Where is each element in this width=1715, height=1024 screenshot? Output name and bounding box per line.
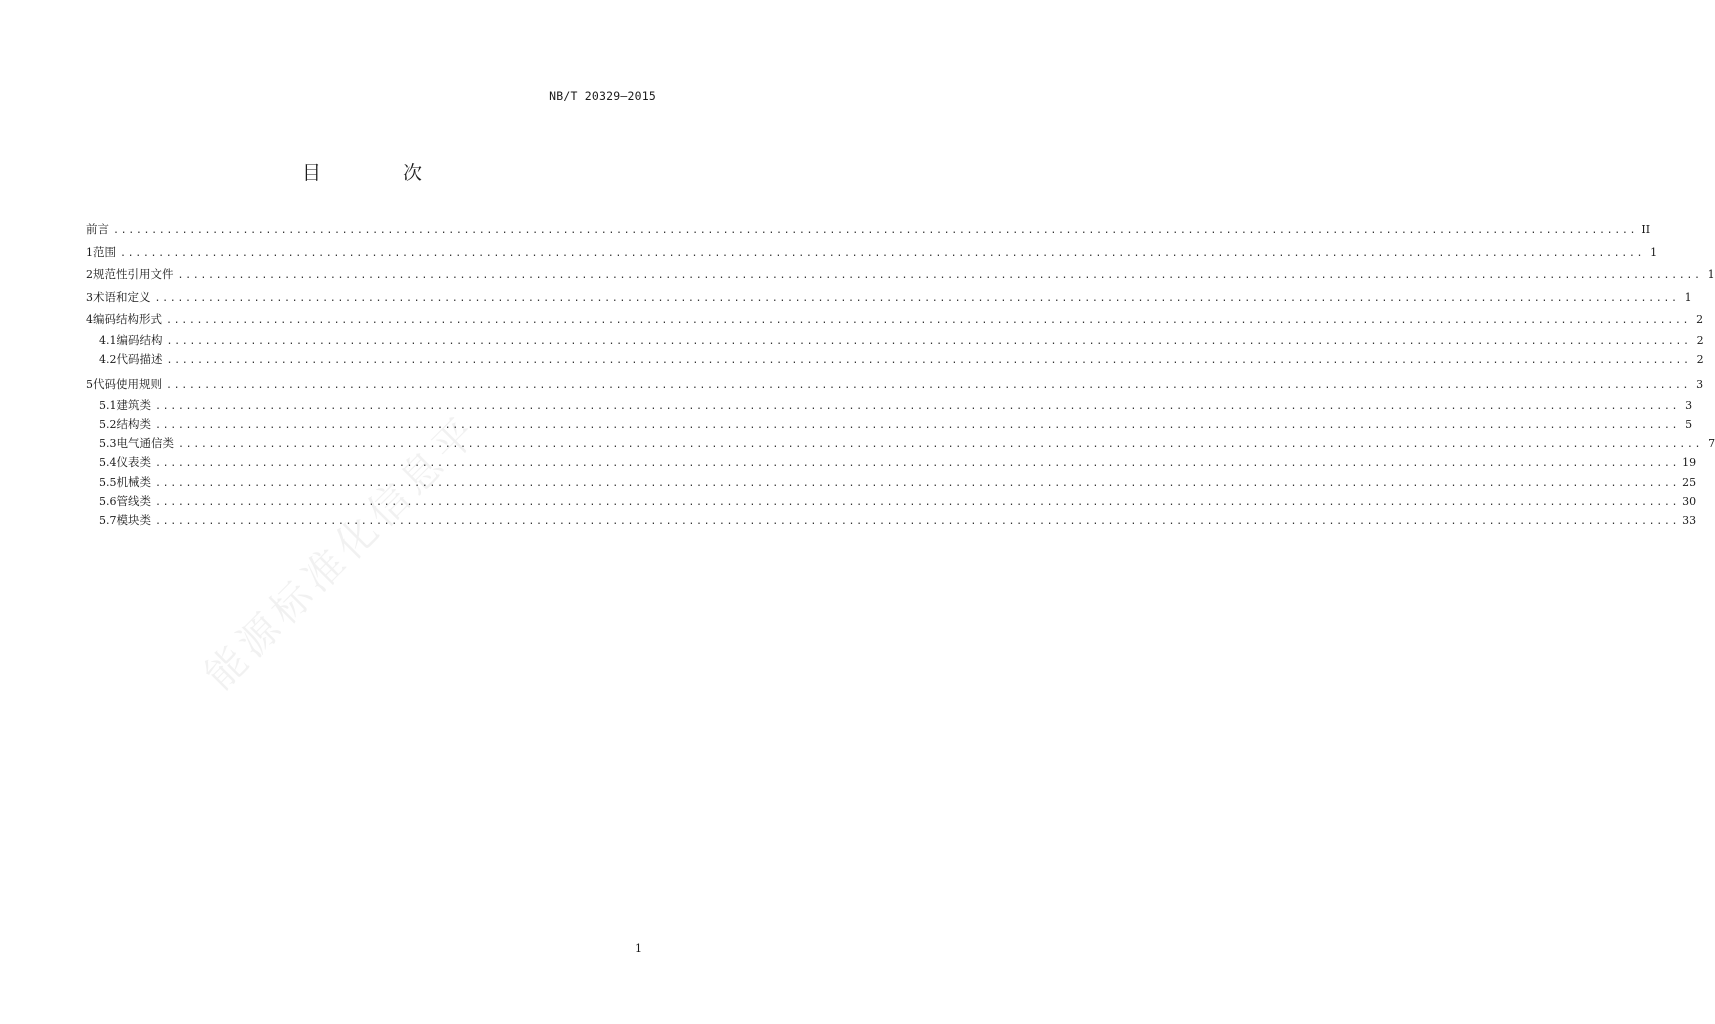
toc-leader-dots: ........................................................................................................................................................................................................ [177, 270, 1702, 281]
toc-entry[interactable] [86, 286, 1692, 309]
toc-leader-dots: ........................................................................................................................................................................................................ [155, 458, 1680, 470]
toc-entry[interactable] [86, 434, 1715, 453]
toc-entry-label: 代码使用规则 [93, 377, 162, 392]
page-number: 1 [635, 942, 642, 955]
page-title: 目 次 [301, 162, 461, 184]
toc-entry-page: 25 [1682, 475, 1697, 489]
toc-entry-label: 仪表类 [116, 455, 151, 470]
toc-entry-label: 编码结构 [116, 332, 163, 347]
toc-entry-page: 3 [1696, 378, 1704, 392]
toc-leader-dots: ........................................................................................................................................................................................................ [178, 439, 1703, 451]
toc-entry[interactable] [86, 218, 1651, 241]
toc-entry-page: 30 [1682, 495, 1697, 509]
toc-entry-label: 电气通信类 [116, 436, 174, 451]
toc-entry-number: 5.5 [99, 475, 117, 489]
toc-leader-dots: ........................................................................................................................................................................................................ [155, 477, 1680, 489]
toc-entry[interactable] [86, 308, 1704, 331]
toc-leader-dots: ........................................................................................................................................................................................................ [166, 335, 1691, 347]
toc-entry-label: 术语和定义 [93, 289, 151, 304]
toc-leader-dots: ........................................................................................................................................................................................................ [154, 292, 1679, 304]
toc-entry-label: 模块类 [116, 513, 151, 528]
toc-entry-number: 5.6 [99, 495, 117, 509]
toc-leader-dots: ........................................................................................................................................................................................................ [120, 247, 1645, 259]
toc-entry[interactable] [86, 241, 1658, 264]
toc-entry[interactable] [86, 373, 1704, 396]
toc-entry-page: 5 [1685, 417, 1693, 431]
toc-leader-dots: ........................................................................................................................................................................................................ [155, 516, 1680, 528]
toc-entry-number: 5.4 [99, 456, 117, 470]
toc-entry-page: 1 [1707, 268, 1715, 281]
toc-entry-page: 2 [1696, 313, 1704, 326]
toc-entry-number: 4.2 [99, 352, 117, 366]
toc-entry-number: 5 [86, 378, 93, 392]
toc-entry-page: 7 [1708, 437, 1715, 451]
toc-entry-number: 1 [86, 245, 93, 259]
toc-entry-page: 1 [1684, 290, 1692, 304]
toc-entry-page: 33 [1682, 514, 1697, 528]
toc-entry-number: 5.3 [99, 437, 117, 451]
toc-entry[interactable] [86, 415, 1693, 434]
toc-entry-page: 2 [1696, 333, 1704, 347]
toc-entry[interactable] [86, 350, 1704, 369]
toc-entry-number: 5.7 [99, 514, 117, 528]
toc-entry-label: 编码结构形式 [93, 312, 162, 326]
toc-entry[interactable] [86, 396, 1693, 415]
toc-entry-page: 2 [1696, 352, 1704, 366]
toc-entry[interactable] [86, 453, 1697, 472]
toc-entry-label: 范围 [93, 244, 116, 259]
toc-entry-label: 规范性引用文件 [93, 267, 174, 281]
toc-leader-dots: ........................................................................................................................................................................................................ [155, 400, 1680, 412]
toc-entry-number: 4.1 [99, 333, 117, 347]
toc-entry-number: 2 [86, 268, 93, 281]
toc-entry-label: 代码描述 [116, 351, 163, 366]
toc-entry-number: 4 [86, 313, 93, 326]
toc-entry-number: 5.2 [99, 417, 117, 431]
toc-entry-label: 前言 [86, 222, 109, 236]
toc-entry-label: 管线类 [116, 494, 151, 509]
toc-entry-label: 建筑类 [116, 397, 151, 412]
toc-leader-dots: ........................................................................................................................................................................................................ [166, 354, 1691, 366]
toc-entry-page: 19 [1682, 456, 1697, 470]
toc-entry[interactable] [86, 263, 1715, 286]
toc-leader-dots: ........................................................................................................................................................................................................ [166, 380, 1691, 392]
toc-entry-page: II [1641, 223, 1651, 236]
toc-entry-label: 机械类 [116, 474, 151, 489]
toc-leader-dots: ........................................................................................................................................................................................................ [155, 419, 1680, 431]
toc-entry-number: 3 [86, 290, 93, 304]
toc-leader-dots: ........................................................................................................................................................................................................ [155, 497, 1680, 509]
toc-entry-number: 5.1 [99, 398, 117, 412]
toc-entry[interactable] [86, 331, 1704, 350]
toc-entry-page: 3 [1685, 398, 1693, 412]
standard-code: NB/T 20329—2015 [549, 89, 656, 103]
toc-entry-label: 结构类 [116, 416, 151, 431]
toc-leader-dots: ........................................................................................................................................................................................................ [166, 315, 1691, 326]
toc-entry-page: 1 [1650, 245, 1658, 259]
toc-leader-dots: ........................................................................................................................................................................................................ [113, 225, 1638, 236]
watermark: 能源标准化信息平 [196, 406, 490, 699]
